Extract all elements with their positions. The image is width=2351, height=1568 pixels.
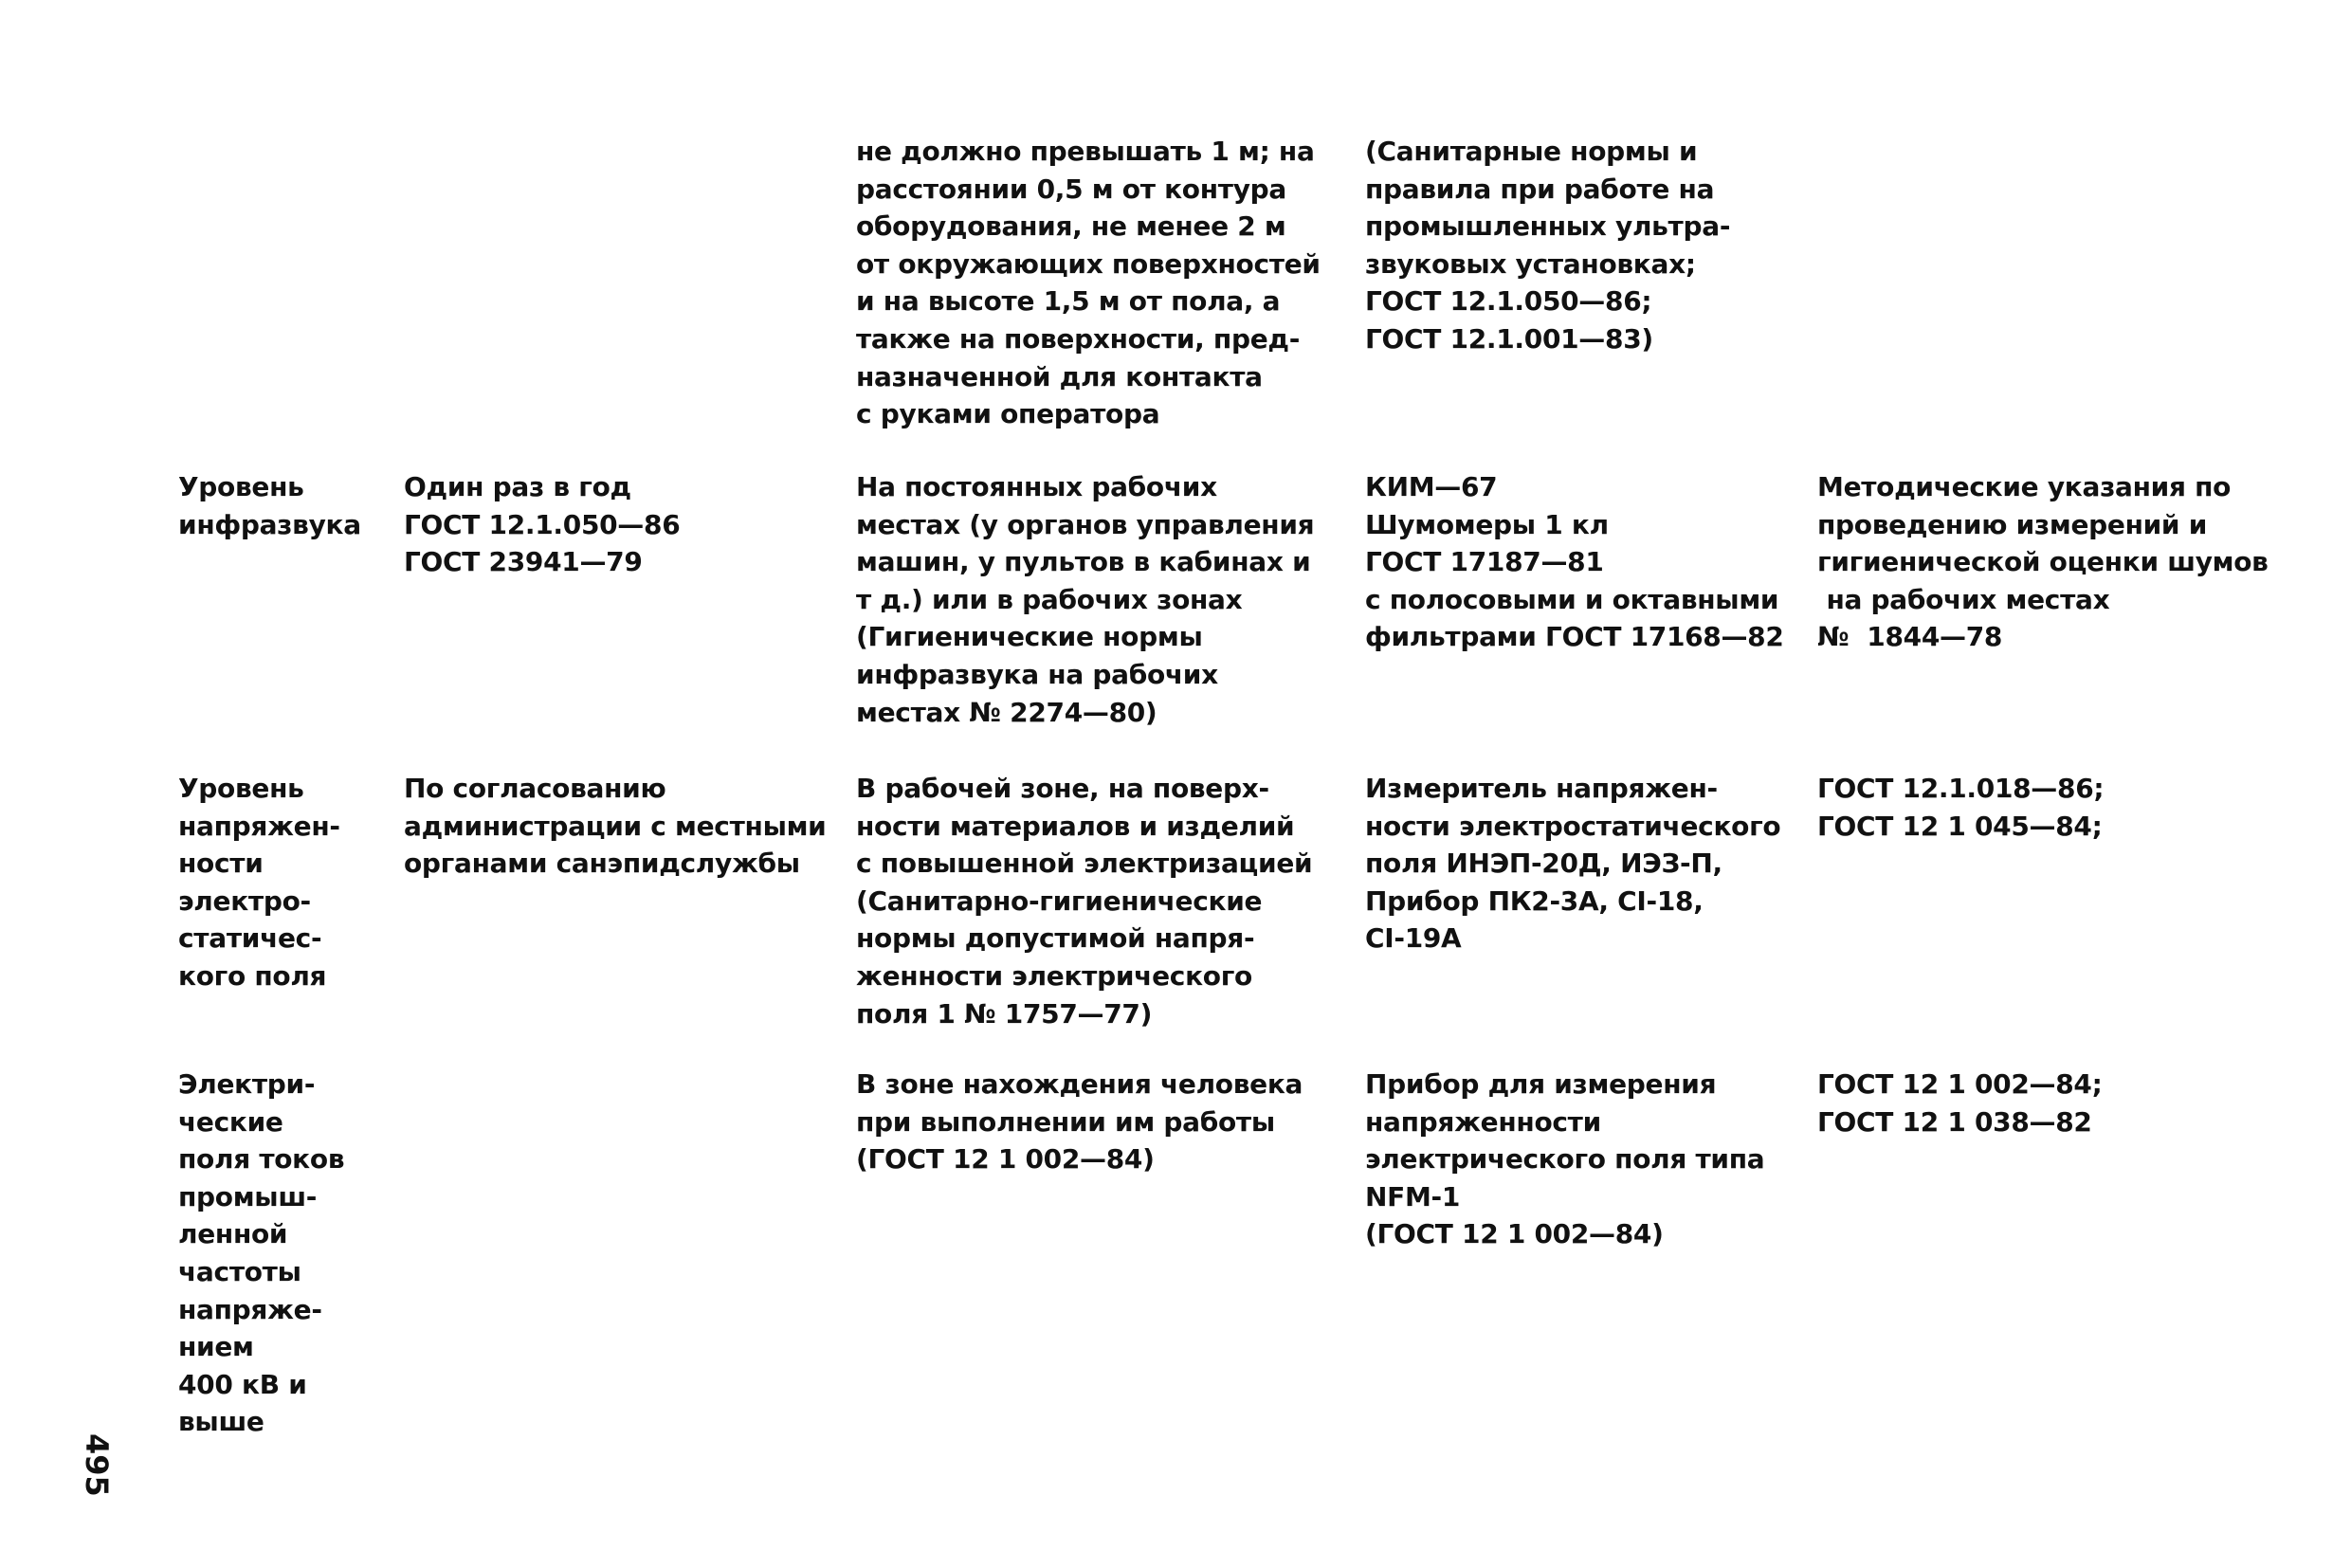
table-cell: В рабочей зоне, на поверх- ности материалов и изделий с повышенной электризацией (Санитарно-гигиенические нормы допустимой напря- женности электрического поля 1 № 1757—77) — [856, 773, 1313, 1030]
table-cell: Прибор для измерения напряженности электрического поля типа NFM-1 (ГОСТ 12 1 002—84) — [1365, 1068, 1765, 1250]
table-cell: Измеритель напряжен- ности электростатического поля ИНЭП-20Д, ИЭЗ-П, Прибор ПК2-3А, CI-18, CI-19А — [1365, 773, 1781, 955]
table-cell: В зоне нахождения человека при выполнении им работы (ГОСТ 12 1 002—84) — [856, 1068, 1303, 1176]
table-cell: (Санитарные нормы и правила при работе на промышленных ультра- звуковых установках; ГОСТ 12.1.050—86; ГОСТ 12.1.001—83) — [1365, 136, 1731, 355]
table-cell: Уровень напряжен- ности электро- статичес- кого поля — [178, 773, 340, 992]
table-cell: По согласованию администрации с местными органами санэпидслужбы — [404, 773, 827, 880]
table-cell: КИМ—67 Шумомеры 1 кл ГОСТ 17187—81 с полосовыми и октавными фильтрами ГОСТ 17168—82 — [1365, 471, 1784, 653]
table-cell: Электри- ческие поля токов промыш- ленной частоты напряже- нием 400 кВ и выше — [178, 1068, 345, 1438]
table-cell: не должно превышать 1 м; на расстоянии 0,5 м от контура оборудования, не менее 2 м от окружающих поверхностей и на высоте 1,5 м от пола, а также на поверхности, пред- назначенной для контакта с руками оператора — [856, 136, 1321, 430]
table-cell: Уровень инфразвука — [178, 471, 361, 540]
table-cell: ГОСТ 12 1 002—84; ГОСТ 12 1 038—82 — [1817, 1068, 2103, 1138]
page-number: 495 — [79, 1433, 115, 1497]
table-cell: На постоянных рабочих местах (у органов управления машин, у пультов в кабинах и т д.) или в рабочих зонах (Гигиенические нормы инфразвука на рабочих местах № 2274—80) — [856, 471, 1315, 728]
table-cell: ГОСТ 12.1.018—86; ГОСТ 12 1 045—84; — [1817, 773, 2105, 842]
table-cell: Один раз в год ГОСТ 12.1.050—86 ГОСТ 23941—79 — [404, 471, 681, 578]
table-cell: Методические указания по проведению измерений и гигиенической оценки шумов на рабочих местах № 1844—78 — [1817, 471, 2269, 653]
